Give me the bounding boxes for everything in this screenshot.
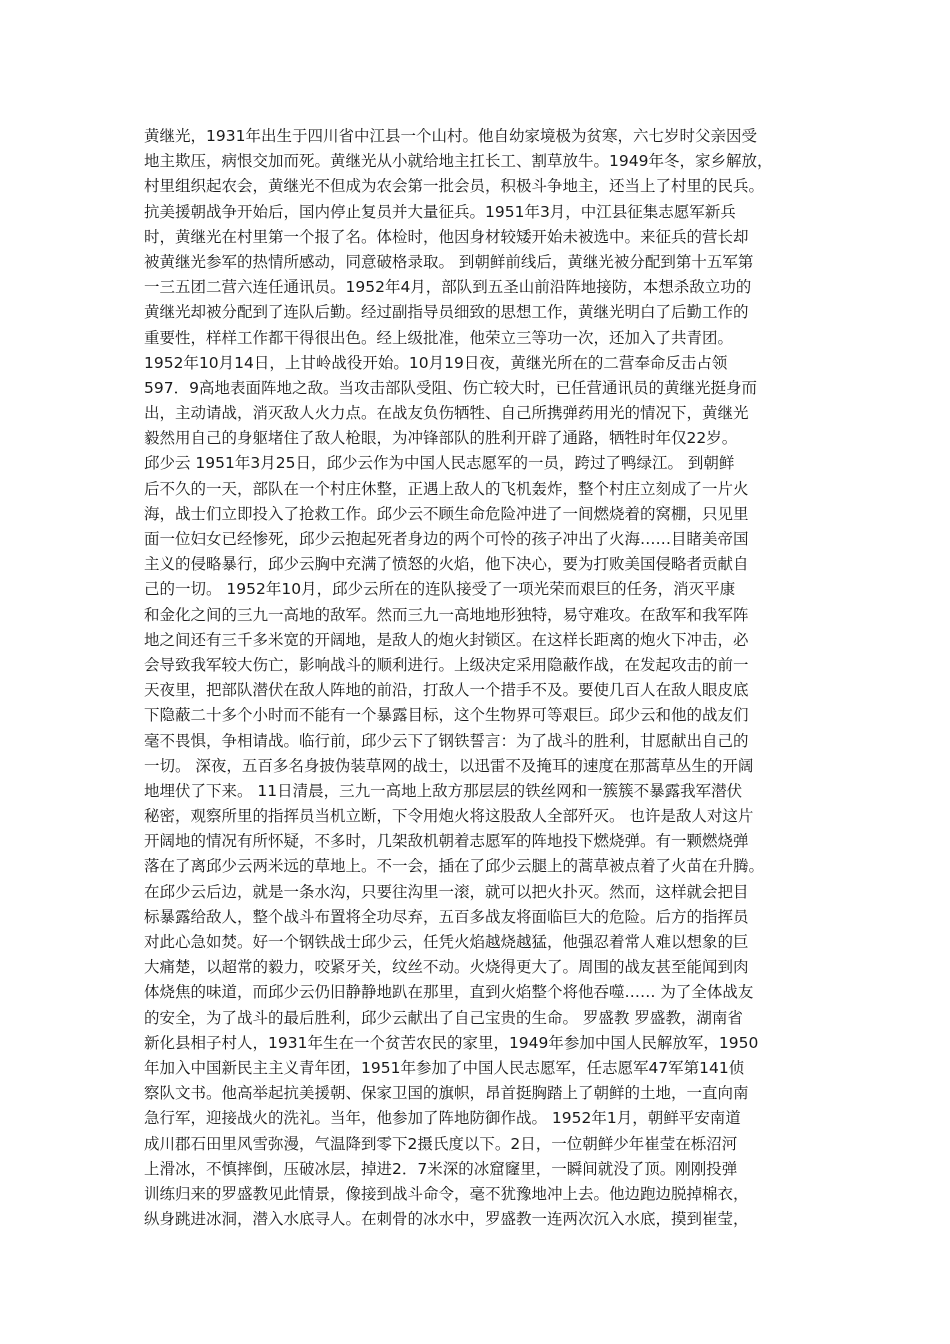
- text-line: 天夜里，把部队潜伏在敌人阵地的前沿，打敌人一个措手不及。要使几百人在敌人眼皮底: [144, 681, 749, 700]
- text-line: 一三五团二营六连任通讯员。1952年4月，部队到五圣山前沿阵地接防，本想杀敌立功的: [144, 278, 752, 297]
- text-line: 海，战士们立即投入了抢救工作。邱少云不顾生命危险冲进了一间燃烧着的窝棚，只见里: [144, 504, 749, 523]
- article-body: [144, 124, 816, 1232]
- text-line: 训练归来的罗盛教见此情景，像接到战斗命令，毫不犹豫地冲上去。他边跑边脱掉棉衣，: [144, 1184, 749, 1203]
- text-line: 秘密，观察所里的指挥员当机立断，下令用炮火将这股敌人全部歼灭。 也许是敌人对这片: [144, 807, 754, 826]
- text-line: 黄继光却被分配到了连队后勤。经过副指导员细致的思想工作，黄继光明白了后勤工作的: [144, 303, 749, 322]
- text-line: 地之间还有三千多米宽的开阔地，是敌人的炮火封锁区。在这样长距离的炮火下冲击，必: [144, 630, 749, 649]
- text-line: 597．9高地表面阵地之敌。当攻击部队受阻、伤亡较大时，已任营通讯员的黄继光挺身而: [144, 378, 757, 397]
- text-line: 落在了离邱少云两米远的草地上。不一会，插在了邱少云腿上的蒿草被点着了火苗在升腾。: [144, 857, 765, 876]
- text-line: 出，主动请战，消灭敌人火力点。在战友负伤牺牲、自己所携弹药用光的情况下，黄继光: [144, 404, 749, 423]
- text-line: 抗美援朝战争开始后，国内停止复员并大量征兵。1951年3月，中江县征集志愿军新兵: [144, 202, 736, 221]
- text-line: 重要性，样样工作都干得很出色。经上级批准，他荣立三等功一次，还加入了共青团。: [144, 328, 734, 347]
- text-line: 年加入中国新民主主义青年团，1951年参加了中国人民志愿军，任志愿军47军第141侦: [144, 1058, 745, 1077]
- text-line: 后不久的一天，部队在一个村庄休整，正遇上敌人的飞机轰炸，整个村庄立刻成了一片火: [144, 479, 749, 498]
- text-line: 时，黄继光在村里第一个报了名。体检时，他因身材较矮开始未被选中。来征兵的营长却: [144, 227, 749, 246]
- text-line: 地埋伏了下来。 11日清晨，三九一高地上敌方那层层的铁丝网和一簇簇不暴露我军潜伏: [144, 781, 743, 800]
- text-line: 急行军，迎接战火的洗礼。当年，他参加了阵地防御作战。 1952年1月，朝鲜平安南道: [144, 1109, 741, 1128]
- text-line: 新化县相子村人，1931年生在一个贫苦农民的家里，1949年参加中国人民解放军，1950: [144, 1033, 759, 1052]
- text-line: 和金化之间的三九一高地的敌军。然而三九一高地地形独特，易守难攻。在敌军和我军阵: [144, 605, 749, 624]
- text-line: 被黄继光参军的热情所感动，同意破格录取。 到朝鲜前线后，黄继光被分配到第十五军第: [144, 252, 754, 271]
- text-line: 的安全，为了战斗的最后胜利，邱少云献出了自己宝贵的生命。 罗盛教 罗盛教，湖南省: [144, 1008, 743, 1027]
- text-line: 下隐蔽二十多个小时而不能有一个暴露目标，这个生物界可等艰巨。邱少云和他的战友们: [144, 706, 749, 725]
- text-line: 面一位妇女已经惨死，邱少云抱起死者身边的两个可怜的孩子冲出了火海……目睹美帝国: [144, 530, 749, 548]
- text-line: 察队文书。他高举起抗美援朝、保家卫国的旗帜，昂首挺胸踏上了朝鲜的土地，一直向南: [144, 1084, 749, 1103]
- text-line: 村里组织起农会，黄继光不但成为农会第一批会员，积极斗争地主，还当上了村里的民兵。: [144, 177, 765, 196]
- text-line: 上滑冰，不慎摔倒，压破冰层，掉进2．7米深的冰窟窿里，一瞬间就没了顶。刚刚投弹: [144, 1159, 738, 1178]
- text-line: 体烧焦的味道，而邱少云仍旧静静地趴在那里，直到火焰整个将他吞噬…… 为了全体战友: [144, 983, 754, 1002]
- text-line: 一切。 深夜，五百多名身披伪装草网的战士，以迅雷不及掩耳的速度在那蒿草丛生的开阔: [144, 756, 754, 775]
- text-line: 毫不畏惧，争相请战。临行前，邱少云下了钢铁誓言：为了战斗的胜利，甘愿献出自己的: [144, 731, 749, 750]
- text-line: 成川郡石田里风雪弥漫，气温降到零下2摄氏度以下。2日，一位朝鲜少年崔莹在栎沼河: [144, 1134, 738, 1153]
- text-line: 标暴露给敌人，整个战斗布置将全功尽弃，五百多战友将面临巨大的危险。后方的指挥员: [144, 907, 749, 926]
- text-line: 毅然用自己的身躯堵住了敌人枪眼，为冲锋部队的胜利开辟了通路，牺牲时年仅22岁。: [144, 429, 738, 448]
- text-line: 在邱少云后边，就是一条水沟，只要往沟里一滚，就可以把火扑灭。然而，这样就会把目: [144, 882, 749, 901]
- text-line: 纵身跳进冰洞，潜入水底寻人。在刺骨的冰水中，罗盛教一连两次沉入水底，摸到崔莹，: [144, 1210, 749, 1229]
- text-line: 开阔地的情况有所怀疑，不多时，几架敌机朝着志愿军的阵地投下燃烧弹。有一颗燃烧弹: [144, 832, 749, 851]
- text-line: 己的一切。 1952年10月，邱少云所在的连队接受了一项光荣而艰巨的任务，消灭平康: [144, 580, 736, 599]
- text-line: 1952年10月14日，上甘岭战役开始。10月19日夜，黄继光所在的二营奉命反击占领: [144, 353, 728, 372]
- text-line: 对此心急如焚。好一个钢铁战士邱少云，任凭火焰越烧越猛，他强忍着常人难以想象的巨: [144, 933, 749, 951]
- text-line: 邱少云 1951年3月25日，邱少云作为中国人民志愿军的一员，跨过了鸭绿江。 到朝鲜: [144, 454, 735, 473]
- text-line: 地主欺压，病恨交加而死。黄继光从小就给地主扛长工、割草放牛。1949年冬，家乡解放，: [144, 152, 773, 171]
- text-line: 大痛楚，以超常的毅力，咬紧牙关，纹丝不动。火烧得更大了。周围的战友甚至能闻到肉: [144, 958, 749, 977]
- text-line: 黄继光，1931年出生于四川省中江县一个山村。他自幼家境极为贫寒，六七岁时父亲因受: [144, 127, 757, 145]
- text-line: 主义的侵略暴行，邱少云胸中充满了愤怒的火焰，他下决心，要为打败美国侵略者贡献自: [144, 555, 749, 574]
- text-line: 会导致我军较大伤亡，影响战斗的顺利进行。上级决定采用隐蔽作战，在发起攻击的前一: [144, 655, 749, 674]
